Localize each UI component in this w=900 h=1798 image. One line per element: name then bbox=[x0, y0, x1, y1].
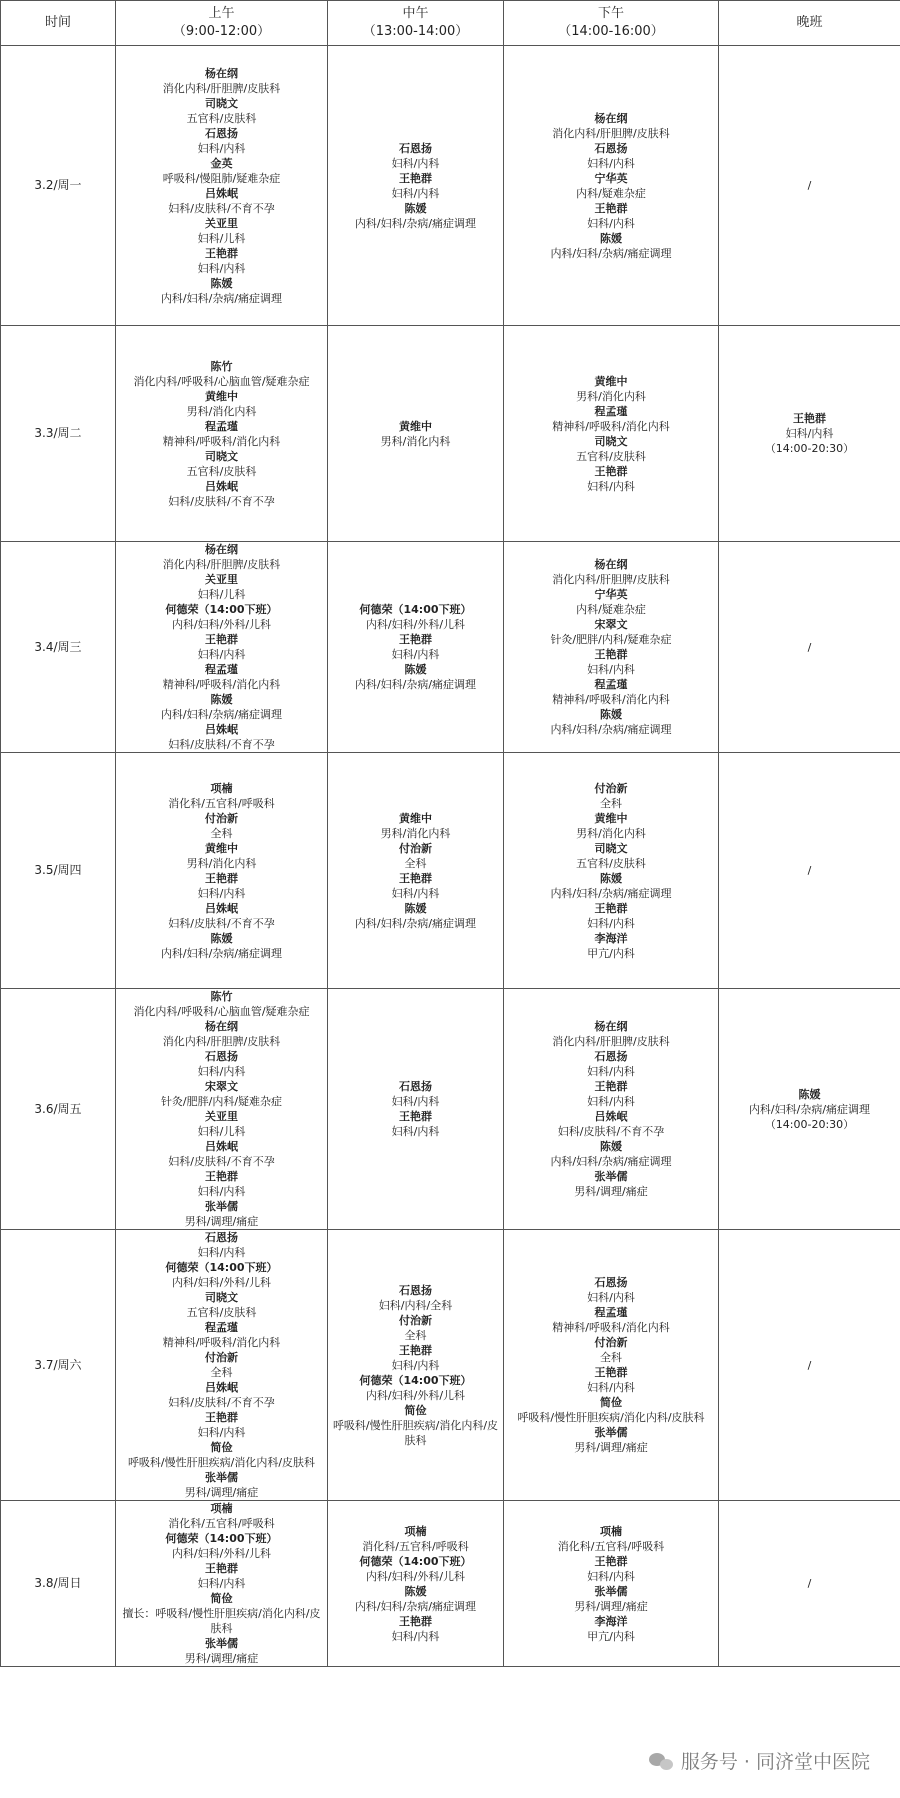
doctor-specialty: 内科/妇科/外科/儿科 bbox=[171, 618, 272, 631]
doctor-name: 李海洋 bbox=[594, 931, 628, 945]
doctor-name: 付治新 bbox=[205, 811, 238, 825]
header-afternoon bbox=[504, 1, 719, 46]
doctor-name: 吕姝岷 bbox=[205, 479, 238, 493]
doctor-name: 王艳群 bbox=[205, 1170, 238, 1183]
date-cell: 3.8/周日 bbox=[1, 1501, 116, 1667]
doctor-name: 陈媛 bbox=[600, 708, 622, 721]
doctor-specialty: 内科/妇科/外科/儿科 bbox=[365, 1388, 466, 1402]
doctor-specialty: 全科 bbox=[404, 1328, 427, 1342]
doctor-specialty: 五官科/皮肤科 bbox=[576, 449, 646, 463]
doctor-name: 项楠 bbox=[210, 1502, 233, 1515]
doctor-name: 陈竹 bbox=[210, 990, 233, 1003]
doctor-name: 王艳群 bbox=[399, 171, 432, 185]
doctor-specialty: 擅长：呼吸科/慢性肝胆疾病/消化内科/皮肤科 bbox=[122, 1607, 321, 1635]
doctor-specialty: 妇科/内科 bbox=[197, 1246, 246, 1259]
doctor-name: 王艳群 bbox=[399, 871, 432, 885]
doctor-specialty: 精神科/呼吸科/消化内科 bbox=[552, 1321, 670, 1334]
doctor-name: 石恩扬 bbox=[594, 1050, 628, 1063]
doctor-specialty: 妇科/内科 bbox=[197, 1577, 246, 1590]
doctor-name: 陈媛 bbox=[404, 1584, 427, 1598]
doctor-name: 王艳群 bbox=[399, 1110, 432, 1123]
doctor-name: 黄维中 bbox=[205, 841, 238, 855]
doctor-specialty: 妇科/皮肤科/不育不孕 bbox=[557, 1125, 665, 1138]
doctor-specialty: 妇科/皮肤科/不育不孕 bbox=[168, 916, 275, 930]
doctor-specialty: 妇科/皮肤科/不育不孕 bbox=[168, 494, 275, 508]
table-row bbox=[1, 1230, 900, 1501]
doctor-name: 项楠 bbox=[210, 781, 233, 795]
morning-cell bbox=[116, 1230, 328, 1501]
doctor-name: 司晓文 bbox=[205, 96, 238, 110]
evening-none: / bbox=[807, 1577, 812, 1590]
doctor-specialty: 男科/消化内科 bbox=[380, 826, 451, 840]
doctor-name: 陈媛 bbox=[210, 931, 233, 945]
noon-cell bbox=[328, 326, 504, 542]
doctor-name: 金英 bbox=[210, 156, 233, 170]
doctor-specialty: 消化内科/肝胆脾/皮肤科 bbox=[162, 558, 281, 571]
doctor-name: 吕姝岷 bbox=[594, 1110, 628, 1123]
doctor-name: 关亚里 bbox=[205, 573, 238, 586]
doctor-name: 付治新 bbox=[399, 1313, 432, 1327]
doctor-name: 张举儒 bbox=[594, 1584, 628, 1598]
doctor-specialty: 妇科/内科 bbox=[587, 479, 635, 493]
doctor-name: 王艳群 bbox=[594, 1080, 628, 1093]
doctor-name: 付治新 bbox=[399, 841, 432, 855]
table-row bbox=[1, 326, 900, 542]
doctor-specialty: 消化科/五官科/呼吸科 bbox=[168, 796, 275, 810]
doctor-specialty: 妇科/内科 bbox=[391, 1629, 440, 1643]
doctor-specialty: 针灸/肥胖/内科/疑难杂症 bbox=[550, 633, 672, 646]
doctor-name: 司晓文 bbox=[205, 1291, 238, 1304]
doctor-name: 程孟瑾 bbox=[594, 1306, 628, 1319]
doctor-name: 项楠 bbox=[600, 1524, 622, 1538]
doctor-specialty: 男科/消化内科 bbox=[186, 856, 257, 870]
doctor-specialty: 消化内科/肝胆脾/皮肤科 bbox=[552, 1035, 670, 1048]
evening-cell bbox=[719, 753, 900, 989]
doctor-name: 黄维中 bbox=[399, 811, 432, 825]
doctor-name: 石恩扬 bbox=[399, 1080, 432, 1093]
doctor-specialty: 男科/消化内科 bbox=[380, 434, 451, 448]
doctor-name: 杨在纲 bbox=[205, 1020, 238, 1033]
doctor-name: 何德荣（14:00下班） bbox=[165, 1532, 278, 1545]
doctor-name: 王艳群 bbox=[205, 1411, 238, 1424]
evening-hours: （14:00-20:30） bbox=[764, 442, 855, 455]
table-row bbox=[1, 989, 900, 1230]
doctor-specialty: 针灸/肥胖/内科/疑难杂症 bbox=[160, 1095, 283, 1108]
evening-cell bbox=[719, 542, 900, 753]
doctor-name: 张举儒 bbox=[205, 1200, 238, 1213]
doctor-specialty: 妇科/皮肤科/不育不孕 bbox=[168, 1396, 275, 1409]
doctor-name: 黄维中 bbox=[399, 419, 432, 433]
header-evening: 晚班 bbox=[719, 1, 900, 46]
doctor-specialty: 妇科/儿科 bbox=[197, 588, 246, 601]
doctor-name: 王艳群 bbox=[205, 871, 238, 885]
doctor-specialty: 妇科/内科 bbox=[587, 1291, 635, 1304]
noon-cell bbox=[328, 46, 504, 326]
doctor-specialty: 妇科/内科 bbox=[197, 261, 246, 275]
date-cell: 3.4/周三 bbox=[1, 542, 116, 753]
doctor-specialty: 消化内科/呼吸科/心脑血管/疑难杂症 bbox=[133, 1005, 310, 1018]
doctor-specialty: 内科/妇科/外科/儿科 bbox=[171, 1547, 272, 1560]
afternoon-cell bbox=[504, 46, 719, 326]
doctor-name: 司晓文 bbox=[594, 434, 628, 448]
doctor-name: 王艳群 bbox=[594, 201, 628, 215]
doctor-name: 张举儒 bbox=[594, 1170, 628, 1183]
doctor-specialty: 内科/疑难杂症 bbox=[576, 603, 646, 616]
doctor-specialty: 消化内科/肝胆脾/皮肤科 bbox=[162, 81, 281, 95]
doctor-name: 陈竹 bbox=[210, 359, 233, 373]
doctor-specialty: 全科 bbox=[404, 856, 427, 870]
header-morning-label: 上午 bbox=[208, 6, 235, 21]
evening-none: / bbox=[807, 179, 812, 192]
doctor-specialty: 内科/妇科/杂病/痛症调理 bbox=[160, 708, 283, 721]
doctor-specialty: 内科/妇科/杂病/痛症调理 bbox=[354, 1599, 477, 1613]
doctor-specialty: 消化科/五官科/呼吸科 bbox=[557, 1539, 665, 1553]
doctor-specialty: 妇科/内科 bbox=[197, 648, 246, 661]
doctor-name: 程孟瑾 bbox=[594, 678, 628, 691]
doctor-specialty: 妇科/内科 bbox=[197, 886, 246, 900]
morning-cell bbox=[116, 326, 328, 542]
doctor-name: 吕姝岷 bbox=[205, 723, 238, 736]
doctor-name: 石恩扬 bbox=[594, 1276, 628, 1289]
afternoon-cell bbox=[504, 326, 719, 542]
doctor-name: 石恩扬 bbox=[205, 1231, 238, 1244]
header-noon-label: 中午 bbox=[402, 6, 429, 21]
doctor-specialty: 妇科/内科 bbox=[587, 216, 635, 230]
doctor-name: 王艳群 bbox=[793, 412, 826, 425]
evening-cell bbox=[719, 989, 900, 1230]
doctor-specialty: 精神科/呼吸科/消化内科 bbox=[552, 419, 670, 433]
noon-cell bbox=[328, 542, 504, 753]
doctor-specialty: 妇科/内科 bbox=[391, 156, 440, 170]
doctor-specialty: 全科 bbox=[210, 1366, 233, 1379]
doctor-specialty: 妇科/儿科 bbox=[197, 231, 246, 245]
doctor-name: 简俭 bbox=[404, 1403, 427, 1417]
header-noon bbox=[328, 1, 504, 46]
doctor-specialty: 内科/妇科/外科/儿科 bbox=[171, 1276, 272, 1289]
doctor-specialty: 内科/妇科/杂病/痛症调理 bbox=[354, 216, 477, 230]
evening-cell bbox=[719, 1501, 900, 1667]
doctor-specialty: 精神科/呼吸科/消化内科 bbox=[162, 434, 281, 448]
doctor-name: 付治新 bbox=[594, 1336, 628, 1349]
noon-cell bbox=[328, 989, 504, 1230]
noon-cell bbox=[328, 1501, 504, 1667]
doctor-name: 王艳群 bbox=[594, 901, 628, 915]
doctor-name: 宁华英 bbox=[594, 588, 628, 601]
doctor-specialty: 妇科/皮肤科/不育不孕 bbox=[168, 1155, 275, 1168]
doctor-specialty: 男科/调理/痛症 bbox=[574, 1441, 648, 1454]
doctor-specialty: 消化内科/呼吸科/心脑血管/疑难杂症 bbox=[133, 374, 310, 388]
afternoon-cell bbox=[504, 542, 719, 753]
doctor-specialty: 全科 bbox=[600, 796, 622, 810]
date-cell: 3.5/周四 bbox=[1, 753, 116, 989]
doctor-specialty: 五官科/皮肤科 bbox=[186, 1306, 257, 1319]
doctor-specialty: 五官科/皮肤科 bbox=[186, 111, 257, 125]
noon-cell bbox=[328, 1230, 504, 1501]
doctor-name: 王艳群 bbox=[594, 648, 628, 661]
watermark bbox=[649, 1747, 870, 1774]
doctor-specialty: 男科/调理/痛症 bbox=[574, 1599, 648, 1613]
doctor-name: 陈媛 bbox=[404, 663, 427, 676]
doctor-name: 杨在纲 bbox=[205, 66, 238, 80]
doctor-specialty: 妇科/内科 bbox=[197, 1065, 246, 1078]
doctor-specialty: 妇科/内科/全科 bbox=[378, 1298, 453, 1312]
doctor-name: 王艳群 bbox=[399, 633, 432, 646]
header-morning bbox=[116, 1, 328, 46]
doctor-name: 王艳群 bbox=[594, 464, 628, 478]
doctor-name: 陈媛 bbox=[600, 231, 622, 245]
doctor-name: 宋翠文 bbox=[594, 618, 628, 631]
doctor-specialty: 男科/调理/痛症 bbox=[184, 1652, 259, 1665]
doctor-specialty: 妇科/内科 bbox=[197, 141, 246, 155]
doctor-name: 何德荣（14:00下班） bbox=[359, 1554, 472, 1568]
evening-none: / bbox=[807, 640, 812, 654]
doctor-name: 宋翠文 bbox=[205, 1080, 238, 1093]
doctor-specialty: 消化内科/肝胆脾/皮肤科 bbox=[162, 1035, 281, 1048]
header-afternoon-hours: （14:00-16:00） bbox=[558, 24, 664, 39]
doctor-specialty: 内科/妇科/杂病/痛症调理 bbox=[354, 678, 477, 691]
doctor-specialty: 妇科/内科 bbox=[391, 1358, 440, 1372]
header-morning-hours: （9:00-12:00） bbox=[172, 24, 271, 39]
doctor-specialty: 妇科/内科 bbox=[587, 1065, 635, 1078]
afternoon-cell bbox=[504, 1230, 719, 1501]
doctor-specialty: 内科/妇科/杂病/痛症调理 bbox=[160, 946, 283, 960]
doctor-name: 陈媛 bbox=[600, 871, 622, 885]
doctor-specialty: 内科/妇科/杂病/痛症调理 bbox=[550, 246, 672, 260]
schedule-body bbox=[1, 46, 900, 1667]
morning-cell bbox=[116, 753, 328, 989]
doctor-specialty: 男科/调理/痛症 bbox=[184, 1215, 259, 1228]
doctor-specialty: 内科/妇科/外科/儿科 bbox=[365, 1569, 466, 1583]
doctor-name: 何德荣（14:00下班） bbox=[165, 1261, 278, 1274]
morning-cell bbox=[116, 989, 328, 1230]
doctor-specialty: 妇科/内科 bbox=[587, 663, 635, 676]
doctor-specialty: 内科/疑难杂症 bbox=[576, 186, 646, 200]
doctor-specialty: 妇科/内科 bbox=[391, 1095, 440, 1108]
doctor-name: 张举儒 bbox=[205, 1471, 238, 1484]
doctor-name: 张举儒 bbox=[205, 1637, 238, 1650]
doctor-specialty: 五官科/皮肤科 bbox=[186, 464, 257, 478]
doctor-specialty: 男科/调理/痛症 bbox=[574, 1185, 648, 1198]
noon-cell bbox=[328, 753, 504, 989]
table-row bbox=[1, 46, 900, 326]
watermark-text: 服务号 · 同济堂中医院 bbox=[680, 1751, 870, 1773]
doctor-name: 石恩扬 bbox=[399, 141, 432, 155]
doctor-specialty: 消化科/五官科/呼吸科 bbox=[168, 1517, 275, 1530]
doctor-name: 付治新 bbox=[205, 1351, 238, 1364]
doctor-name: 付治新 bbox=[594, 781, 628, 795]
doctor-specialty: 全科 bbox=[600, 1351, 622, 1364]
evening-cell bbox=[719, 46, 900, 326]
doctor-name: 程孟瑾 bbox=[205, 419, 238, 433]
doctor-name: 吕姝岷 bbox=[205, 1381, 238, 1394]
evening-cell bbox=[719, 1230, 900, 1501]
doctor-specialty: 内科/妇科/杂病/痛症调理 bbox=[748, 1102, 871, 1116]
table-row bbox=[1, 1501, 900, 1667]
doctor-name: 张举儒 bbox=[594, 1426, 628, 1439]
doctor-specialty: 呼吸科/慢性肝胆疾病/消化内科/皮肤科 bbox=[517, 1411, 705, 1424]
doctor-name: 项楠 bbox=[404, 1524, 427, 1538]
date-cell: 3.3/周二 bbox=[1, 326, 116, 542]
header-afternoon-label: 下午 bbox=[597, 6, 624, 21]
doctor-specialty: 消化内科/肝胆脾/皮肤科 bbox=[552, 126, 670, 140]
evening-none: / bbox=[807, 1358, 812, 1372]
doctor-specialty: 内科/妇科/杂病/痛症调理 bbox=[160, 291, 283, 305]
doctor-name: 吕姝岷 bbox=[205, 1140, 238, 1153]
doctor-name: 黄维中 bbox=[205, 389, 238, 403]
header-noon-hours: （13:00-14:00） bbox=[362, 24, 469, 39]
doctor-specialty: 妇科/内科 bbox=[197, 1185, 246, 1198]
afternoon-cell bbox=[504, 989, 719, 1230]
doctor-name: 王艳群 bbox=[594, 1554, 628, 1568]
doctor-name: 程孟瑾 bbox=[594, 404, 628, 418]
doctor-name: 王艳群 bbox=[205, 633, 238, 646]
date-cell: 3.2/周一 bbox=[1, 46, 116, 326]
evening-none: / bbox=[807, 864, 812, 877]
doctor-specialty: 呼吸科/慢性肝胆疾病/消化内科/皮肤科 bbox=[332, 1418, 499, 1447]
doctor-name: 简俭 bbox=[210, 1592, 233, 1605]
doctor-name: 陈媛 bbox=[210, 693, 233, 706]
doctor-specialty: 精神科/呼吸科/消化内科 bbox=[162, 1336, 281, 1349]
doctor-name: 何德荣（14:00下班） bbox=[359, 1373, 472, 1387]
doctor-specialty: 呼吸科/慢性肝胆疾病/消化内科/皮肤科 bbox=[127, 1456, 316, 1469]
doctor-name: 陈媛 bbox=[404, 201, 427, 215]
doctor-specialty: 甲亢/内科 bbox=[587, 1629, 635, 1643]
doctor-name: 程孟瑾 bbox=[205, 663, 238, 676]
doctor-specialty: 男科/消化内科 bbox=[576, 389, 646, 403]
doctor-specialty: 内科/妇科/杂病/痛症调理 bbox=[550, 723, 672, 736]
doctor-name: 杨在纲 bbox=[205, 543, 238, 556]
date-cell: 3.7/周六 bbox=[1, 1230, 116, 1501]
table-row bbox=[1, 753, 900, 989]
doctor-name: 黄维中 bbox=[594, 374, 628, 388]
doctor-name: 石恩扬 bbox=[399, 1283, 432, 1297]
doctor-name: 杨在纲 bbox=[594, 111, 628, 125]
doctor-specialty: 妇科/皮肤科/不育不孕 bbox=[168, 201, 275, 215]
doctor-specialty: 甲亢/内科 bbox=[587, 946, 635, 960]
doctor-name: 关亚里 bbox=[205, 216, 238, 230]
doctor-specialty: 男科/调理/痛症 bbox=[184, 1486, 259, 1499]
doctor-specialty: 妇科/内科 bbox=[587, 1381, 635, 1394]
doctor-name: 石恩扬 bbox=[205, 1050, 238, 1063]
doctor-name: 司晓文 bbox=[594, 841, 628, 855]
doctor-name: 王艳群 bbox=[205, 246, 238, 260]
doctor-specialty: 妇科/皮肤科/不育不孕 bbox=[168, 738, 275, 751]
doctor-specialty: 消化内科/肝胆脾/皮肤科 bbox=[552, 573, 670, 586]
doctor-name: 黄维中 bbox=[594, 811, 628, 825]
evening-cell bbox=[719, 326, 900, 542]
morning-cell bbox=[116, 542, 328, 753]
doctor-specialty: 五官科/皮肤科 bbox=[576, 856, 646, 870]
header-row bbox=[1, 1, 900, 46]
doctor-name: 程孟瑾 bbox=[205, 1321, 238, 1334]
doctor-name: 简俭 bbox=[600, 1396, 622, 1409]
afternoon-cell bbox=[504, 753, 719, 989]
doctor-specialty: 妇科/儿科 bbox=[197, 1125, 246, 1138]
header-time: 时间 bbox=[1, 1, 116, 46]
doctor-name: 何德荣（14:00下班） bbox=[165, 603, 278, 616]
doctor-specialty: 消化科/五官科/呼吸科 bbox=[362, 1539, 469, 1553]
doctor-specialty: 全科 bbox=[210, 826, 233, 840]
doctor-name: 杨在纲 bbox=[594, 1020, 628, 1033]
doctor-name: 何德荣（14:00下班） bbox=[359, 603, 472, 616]
doctor-name: 王艳群 bbox=[594, 1366, 628, 1379]
doctor-specialty: 精神科/呼吸科/消化内科 bbox=[552, 693, 670, 706]
doctor-specialty: 男科/消化内科 bbox=[576, 826, 646, 840]
doctor-name: 石恩扬 bbox=[594, 141, 628, 155]
doctor-specialty: 妇科/内科 bbox=[197, 1426, 246, 1439]
doctor-name: 王艳群 bbox=[399, 1343, 432, 1357]
doctor-name: 司晓文 bbox=[205, 449, 238, 463]
doctor-specialty: 内科/妇科/杂病/痛症调理 bbox=[550, 1155, 672, 1168]
doctor-specialty: 内科/妇科/杂病/痛症调理 bbox=[550, 886, 672, 900]
doctor-name: 陈媛 bbox=[600, 1140, 622, 1153]
doctor-specialty: 妇科/内科 bbox=[587, 1095, 635, 1108]
doctor-specialty: 妇科/内科 bbox=[587, 1569, 635, 1583]
doctor-name: 陈媛 bbox=[404, 901, 427, 915]
date-cell: 3.6/周五 bbox=[1, 989, 116, 1230]
doctor-name: 王艳群 bbox=[399, 1614, 432, 1628]
chat-bubble-icon bbox=[649, 1751, 675, 1771]
doctor-name: 石恩扬 bbox=[205, 126, 238, 140]
doctor-specialty: 男科/消化内科 bbox=[186, 404, 257, 418]
doctor-name: 王艳群 bbox=[205, 1562, 238, 1575]
doctor-name: 李海洋 bbox=[594, 1614, 628, 1628]
doctor-specialty: 妇科/内科 bbox=[785, 427, 834, 440]
table-row bbox=[1, 542, 900, 753]
doctor-specialty: 妇科/内科 bbox=[391, 1125, 440, 1138]
doctor-specialty: 妇科/内科 bbox=[587, 156, 635, 170]
doctor-specialty: 妇科/内科 bbox=[391, 186, 440, 200]
doctor-name: 关亚里 bbox=[205, 1110, 238, 1123]
evening-hours: （14:00-20:30） bbox=[764, 1117, 855, 1131]
doctor-name: 宁华英 bbox=[594, 171, 628, 185]
doctor-specialty: 妇科/内科 bbox=[587, 916, 635, 930]
doctor-name: 吕姝岷 bbox=[205, 901, 238, 915]
doctor-specialty: 呼吸科/慢阻肺/疑难杂症 bbox=[162, 171, 281, 185]
afternoon-cell bbox=[504, 1501, 719, 1667]
doctor-name: 陈媛 bbox=[210, 276, 233, 290]
doctor-specialty: 内科/妇科/外科/儿科 bbox=[365, 618, 466, 631]
doctor-specialty: 妇科/内科 bbox=[391, 648, 440, 661]
morning-cell bbox=[116, 1501, 328, 1667]
doctor-name: 吕姝岷 bbox=[205, 186, 238, 200]
doctor-specialty: 内科/妇科/杂病/痛症调理 bbox=[354, 916, 477, 930]
doctor-specialty: 精神科/呼吸科/消化内科 bbox=[162, 678, 281, 691]
doctor-name: 简俭 bbox=[210, 1441, 233, 1454]
doctor-name: 杨在纲 bbox=[594, 558, 628, 571]
doctor-name: 陈媛 bbox=[798, 1087, 821, 1101]
morning-cell bbox=[116, 46, 328, 326]
doctor-specialty: 妇科/内科 bbox=[391, 886, 440, 900]
